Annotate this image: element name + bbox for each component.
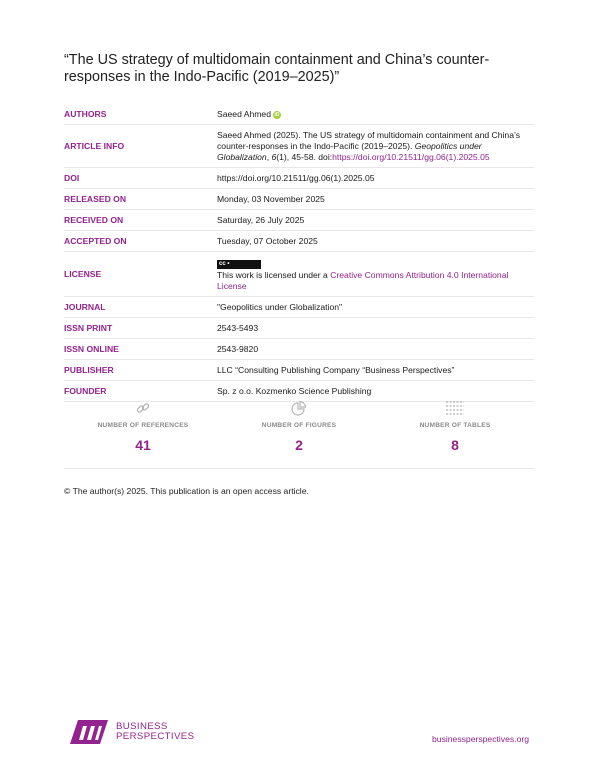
- stat-references: [68, 384, 218, 453]
- article-info-row: [64, 125, 534, 168]
- released-value: Monday, 03 November 2025: [217, 194, 325, 204]
- stat-label: NUMBER OF TABLES: [419, 422, 491, 429]
- website-link[interactable]: businessperspectives.org: [432, 734, 529, 744]
- open-access-note: © The author(s) 2025. This publication is an open access article.: [64, 486, 309, 496]
- stat-label: NUMBER OF FIGURES: [261, 422, 337, 429]
- citation-doi-link[interactable]: https://doi.org/10.21511/gg.06(1).2025.05: [332, 152, 490, 162]
- accepted-row: [64, 231, 534, 252]
- license-text: This work is licensed under a Creative Commons Attribution 4.0 International License: [217, 270, 509, 291]
- authors-label: AUTHORS: [64, 108, 107, 119]
- released-label: RELEASED ON: [64, 193, 127, 204]
- authors-row: [64, 104, 534, 125]
- stat-value: 2: [295, 437, 303, 453]
- business-perspectives-logo-icon: [68, 718, 110, 746]
- stat-figures: [224, 384, 374, 453]
- issn-online-row: [64, 339, 534, 360]
- article-stats: [64, 384, 534, 469]
- publisher-row: [64, 360, 534, 381]
- license-link[interactable]: Creative Commons Attribution 4.0 International License: [217, 270, 509, 291]
- stat-tables: [380, 384, 530, 453]
- stat-value: 8: [451, 437, 459, 453]
- cc-by-badge-icon[interactable]: cc •: [217, 260, 261, 269]
- publisher-value: LLC “Consulting Publishing Company “Business Perspectives”: [217, 365, 455, 375]
- article-info-label: ARTICLE INFO: [64, 140, 125, 151]
- document-title: “The US strategy of multidomain containment and China’s counter-responses in the Indo-Pacific (2019–2025)”: [64, 52, 490, 85]
- issn-print-row: [64, 318, 534, 339]
- table-icon: [445, 400, 465, 416]
- received-label: RECEIVED ON: [64, 214, 124, 225]
- author-name[interactable]: Saeed Ahmed: [217, 109, 271, 119]
- publisher-label: PUBLISHER: [64, 364, 114, 375]
- released-row: [64, 189, 534, 210]
- accepted-label: ACCEPTED ON: [64, 235, 127, 246]
- journal-row: [64, 297, 534, 318]
- founder-value: Sp. z o.o. Kozmenko Science Publishing: [217, 386, 372, 396]
- logo-line-2: PERSPECTIVES: [116, 731, 195, 742]
- doi-row: [64, 168, 534, 189]
- article-info-table: [64, 104, 534, 402]
- stat-value: 41: [135, 437, 151, 453]
- doi-value[interactable]: https://doi.org/10.21511/gg.06(1).2025.05: [217, 173, 375, 183]
- license-label: LICENSE: [64, 268, 102, 279]
- license-row: [64, 252, 534, 297]
- issn-online-value: 2543-9820: [217, 344, 259, 354]
- link-icon: [135, 400, 151, 416]
- citation: Saeed Ahmed (2025). The US strategy of multidomain containment and China’s counter-responses in the Indo-Pacific (2019–2025). Geopolitics under Globalization, 6(1), 45-58. doi:https://doi.org/10.21511/gg.06(1).2025.05: [217, 130, 521, 162]
- logo-line-1: BUSINESS: [116, 721, 168, 732]
- issn-print-value: 2543-5493: [217, 323, 259, 333]
- doi-label: DOI: [64, 172, 80, 183]
- journal-value: "Geopolitics under Globalization": [217, 302, 343, 312]
- orcid-icon[interactable]: iD: [274, 111, 280, 118]
- pie-chart-icon: [291, 400, 307, 416]
- issn-online-label: ISSN ONLINE: [64, 343, 119, 354]
- issn-print-label: ISSN PRINT: [64, 322, 113, 333]
- volume: 6: [271, 152, 277, 162]
- received-row: [64, 210, 534, 231]
- received-value: Saturday, 26 July 2025: [217, 215, 305, 225]
- founder-label: FOUNDER: [64, 385, 107, 396]
- publisher-logo[interactable]: [68, 718, 194, 746]
- journal-label: JOURNAL: [64, 301, 106, 312]
- journal-name: Geopolitics under Globalization: [217, 141, 482, 162]
- accepted-value: Tuesday, 07 October 2025: [217, 236, 318, 246]
- stat-label: NUMBER OF REFERENCES: [97, 422, 189, 429]
